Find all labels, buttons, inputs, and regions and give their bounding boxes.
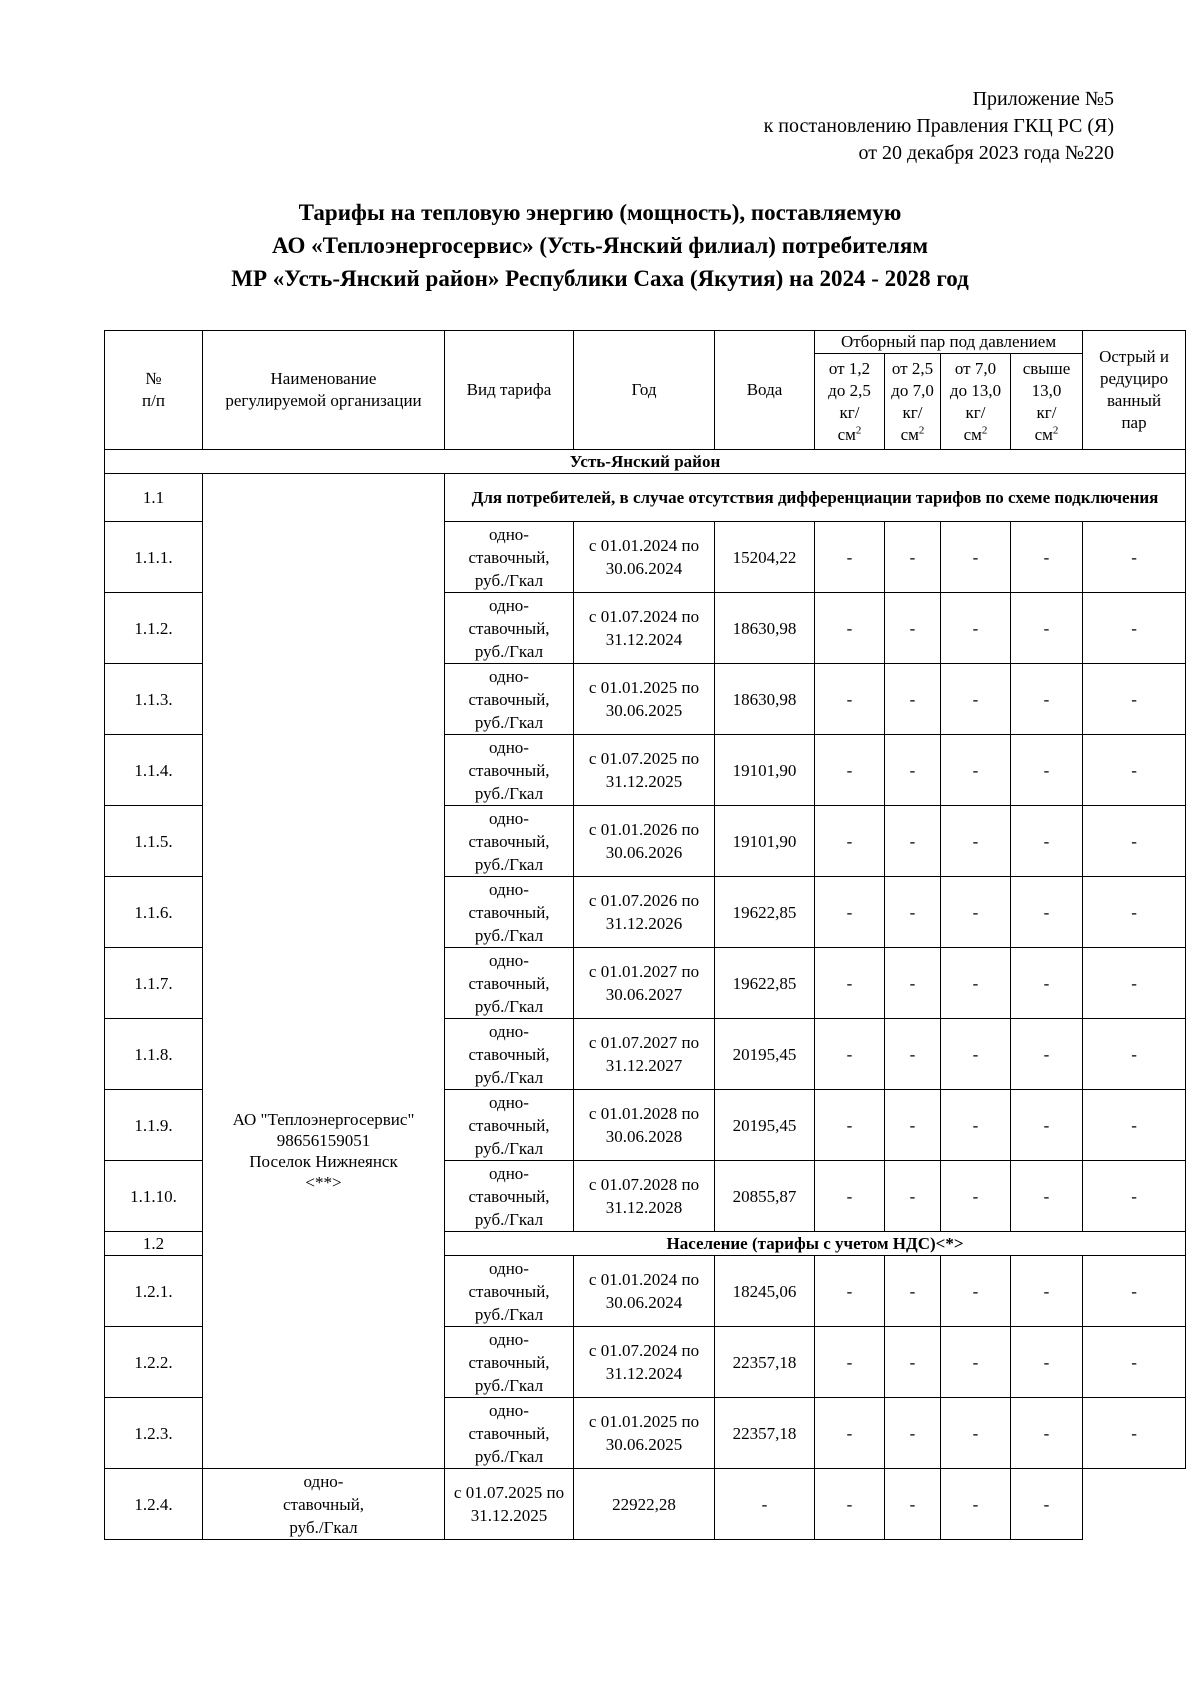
steam-tariff-empty: - [815,1019,885,1090]
header-steam-over-13: свыше 13,0 кг/ $см^2$ [1011,354,1083,450]
steam-tariff-empty: - [815,806,885,877]
steam-tariff-empty: - [885,1256,941,1327]
period-cell: с 01.01.2028 по 30.06.2028 [574,1090,715,1161]
organization-name: АО "Теплоэнергосервис" [232,1110,415,1129]
water-tariff: 22357,18 [715,1398,815,1469]
steam-tariff-empty: - [815,1327,885,1398]
steam-tariff-empty: - [1083,1161,1186,1232]
title-line-3: МР «Усть-Янский район» Республики Саха (Якутия) на 2024 - 2028 год [231,266,969,291]
table-row [105,1469,1186,1540]
section-row [105,474,1186,522]
period-cell: с 01.01.2024 по 30.06.2024 [574,1256,715,1327]
steam-tariff-empty: - [885,664,941,735]
organization-note: <**> [305,1173,342,1192]
tariff-type-cell: одно- ставочный, руб./Гкал [445,735,574,806]
period-cell: с 01.07.2026 по 31.12.2026 [574,877,715,948]
row-number: 1.2.2. [105,1327,203,1398]
annex-decree: к постановлению Правления ГКЦ РС (Я) [763,115,1114,137]
section-title: Население (тарифы с учетом НДС)<*> [445,1232,1186,1256]
steam-tariff-empty: - [941,877,1011,948]
water-tariff: 20195,45 [715,1019,815,1090]
header-steam-1-2-5: от 1,2 до 2,5 кг/ $см^2$ [815,354,885,450]
steam-tariff-empty: - [941,1327,1011,1398]
steam-tariff-empty: - [885,1090,941,1161]
water-tariff: 19101,90 [715,735,815,806]
title-line-2: АО «Теплоэнергосервис» (Усть-Янский филиал) потребителям [272,233,928,258]
steam-tariff-empty: - [941,1019,1011,1090]
steam-tariff-empty: - [1011,806,1083,877]
steam-tariff-empty: - [815,522,885,593]
header-organization: Наименование регулируемой организации [203,331,445,450]
steam-tariff-empty: - [1083,664,1186,735]
steam-tariff-empty: - [941,948,1011,1019]
water-tariff: 20855,87 [715,1161,815,1232]
header-water: Вода [715,331,815,450]
period-cell: с 01.07.2028 по 31.12.2028 [574,1161,715,1232]
period-cell: с 01.01.2026 по 30.06.2026 [574,806,715,877]
steam-tariff-empty: - [885,1161,941,1232]
period-cell: с 01.07.2027 по 31.12.2027 [574,1019,715,1090]
steam-tariff-empty: - [941,1256,1011,1327]
document-title [100,196,1100,295]
tariff-type-cell: одно- ставочный, руб./Гкал [445,593,574,664]
steam-tariff-empty: - [941,593,1011,664]
tariff-type-cell: одно- ставочный, руб./Гкал [445,877,574,948]
title-line-1: Тарифы на тепловую энергию (мощность), поставляемую [298,200,902,225]
annex-date: от 20 декабря 2023 года №220 [858,142,1114,164]
steam-tariff-empty: - [941,735,1011,806]
steam-tariff-empty: - [1011,593,1083,664]
steam-tariff-empty: - [885,806,941,877]
tariff-type-cell: одно- ставочный, руб./Гкал [445,1019,574,1090]
organization-location: Поселок Нижнеянск [249,1152,398,1171]
steam-tariff-empty: - [941,1398,1011,1469]
header-year: Год [574,331,715,450]
row-number: 1.2.1. [105,1256,203,1327]
steam-tariff-empty: - [1083,1327,1186,1398]
steam-tariff-empty: - [1011,1019,1083,1090]
steam-tariff-empty: - [1083,806,1186,877]
tariff-table-body [105,450,1186,1540]
district-row [105,450,1186,474]
steam-tariff-empty: - [1011,522,1083,593]
steam-tariff-empty: - [715,1469,815,1540]
row-number: 1.1.10. [105,1161,203,1232]
steam-tariff-empty: - [815,1161,885,1232]
period-cell: с 01.07.2024 по 31.12.2024 [574,1327,715,1398]
water-tariff: 18630,98 [715,593,815,664]
tariff-type-cell: одно- ставочный, руб./Гкал [445,1256,574,1327]
row-number: 1.1.3. [105,664,203,735]
steam-tariff-empty: - [1083,1398,1186,1469]
steam-tariff-empty: - [941,1090,1011,1161]
steam-tariff-empty: - [1083,522,1186,593]
water-tariff: 19622,85 [715,877,815,948]
header-number: № п/п [105,331,203,450]
steam-tariff-empty: - [885,1019,941,1090]
steam-tariff-empty: - [1083,948,1186,1019]
water-tariff: 19622,85 [715,948,815,1019]
annex-reference [514,86,1114,167]
steam-tariff-empty: - [941,522,1011,593]
steam-tariff-empty: - [815,1469,885,1540]
steam-tariff-empty: - [1083,735,1186,806]
steam-tariff-empty: - [1011,1161,1083,1232]
row-number: 1.2.3. [105,1398,203,1469]
water-tariff: 19101,90 [715,806,815,877]
steam-tariff-empty: - [1011,877,1083,948]
tariff-type-cell: одно- ставочный, руб./Гкал [445,664,574,735]
steam-tariff-empty: - [885,948,941,1019]
organization-cell [203,474,445,1469]
water-tariff: 22357,18 [715,1327,815,1398]
district-name: Усть-Янский район [105,450,1186,474]
steam-tariff-empty: - [1011,948,1083,1019]
header-steam-2-5-7: от 2,5 до 7,0 кг/ $см^2$ [885,354,941,450]
section-number: 1.2 [105,1232,203,1256]
row-number: 1.1.2. [105,593,203,664]
steam-tariff-empty: - [815,735,885,806]
steam-tariff-empty: - [815,948,885,1019]
row-number: 1.2.4. [105,1469,203,1540]
steam-tariff-empty: - [885,593,941,664]
annex-number: Приложение №5 [972,88,1114,110]
period-cell: с 01.01.2025 по 30.06.2025 [574,664,715,735]
section-number: 1.1 [105,474,203,522]
steam-tariff-empty: - [815,1398,885,1469]
water-tariff: 20195,45 [715,1090,815,1161]
steam-tariff-empty: - [815,1090,885,1161]
tariff-type-cell: одно- ставочный, руб./Гкал [445,806,574,877]
row-number: 1.1.7. [105,948,203,1019]
header-steam-7-13: от 7,0 до 13,0 кг/ $см^2$ [941,354,1011,450]
steam-tariff-empty: - [1083,593,1186,664]
steam-tariff-empty: - [885,1469,941,1540]
period-cell: с 01.01.2025 по 30.06.2025 [574,1398,715,1469]
header-steam-group: Отборный пар под давлением [815,331,1083,354]
steam-tariff-empty: - [885,735,941,806]
tariff-type-cell: одно- ставочный, руб./Гкал [445,948,574,1019]
steam-tariff-empty: - [885,1398,941,1469]
steam-tariff-empty: - [815,1256,885,1327]
tariff-type-cell: одно- ставочный, руб./Гкал [203,1469,445,1540]
steam-tariff-empty: - [1011,1469,1083,1540]
steam-tariff-empty: - [885,522,941,593]
row-number: 1.1.8. [105,1019,203,1090]
steam-tariff-empty: - [941,1161,1011,1232]
steam-tariff-empty: - [1011,664,1083,735]
steam-tariff-empty: - [1011,1327,1083,1398]
period-cell: с 01.07.2025 по 31.12.2025 [445,1469,574,1540]
tariff-type-cell: одно- ставочный, руб./Гкал [445,1161,574,1232]
steam-tariff-empty: - [1083,1090,1186,1161]
period-cell: с 01.07.2024 по 31.12.2024 [574,593,715,664]
period-cell: с 01.01.2027 по 30.06.2027 [574,948,715,1019]
organization-id: 98656159051 [276,1131,371,1150]
tariff-type-cell: одно- ставочный, руб./Гкал [445,1090,574,1161]
steam-tariff-empty: - [1083,877,1186,948]
period-cell: с 01.01.2024 по 30.06.2024 [574,522,715,593]
steam-tariff-empty: - [885,877,941,948]
water-tariff: 22922,28 [574,1469,715,1540]
steam-tariff-empty: - [815,877,885,948]
steam-tariff-empty: - [885,1327,941,1398]
period-cell: с 01.07.2025 по 31.12.2025 [574,735,715,806]
water-tariff: 15204,22 [715,522,815,593]
row-number: 1.1.5. [105,806,203,877]
header-sharp-steam: Острый и редуциро ванный пар [1083,331,1186,450]
steam-tariff-empty: - [1011,1090,1083,1161]
tariff-type-cell: одно- ставочный, руб./Гкал [445,1398,574,1469]
water-tariff: 18630,98 [715,664,815,735]
row-number: 1.1.9. [105,1090,203,1161]
steam-tariff-empty: - [941,664,1011,735]
steam-tariff-empty: - [1011,1256,1083,1327]
tariff-type-cell: одно- ставочный, руб./Гкал [445,522,574,593]
row-number: 1.1.6. [105,877,203,948]
steam-tariff-empty: - [815,593,885,664]
row-number: 1.1.1. [105,522,203,593]
steam-tariff-empty: - [1083,1019,1186,1090]
tariff-type-cell: одно- ставочный, руб./Гкал [445,1327,574,1398]
steam-tariff-empty: - [941,1469,1011,1540]
water-tariff: 18245,06 [715,1256,815,1327]
header-tariff-type: Вид тарифа [445,331,574,450]
steam-tariff-empty: - [1011,735,1083,806]
steam-tariff-empty: - [941,806,1011,877]
section-title: Для потребителей, в случае отсутствия дифференциации тарифов по схеме подключения [445,474,1186,522]
steam-tariff-empty: - [815,664,885,735]
row-number: 1.1.4. [105,735,203,806]
steam-tariff-empty: - [1083,1256,1186,1327]
steam-tariff-empty: - [1011,1398,1083,1469]
tariff-table [104,330,1186,1540]
